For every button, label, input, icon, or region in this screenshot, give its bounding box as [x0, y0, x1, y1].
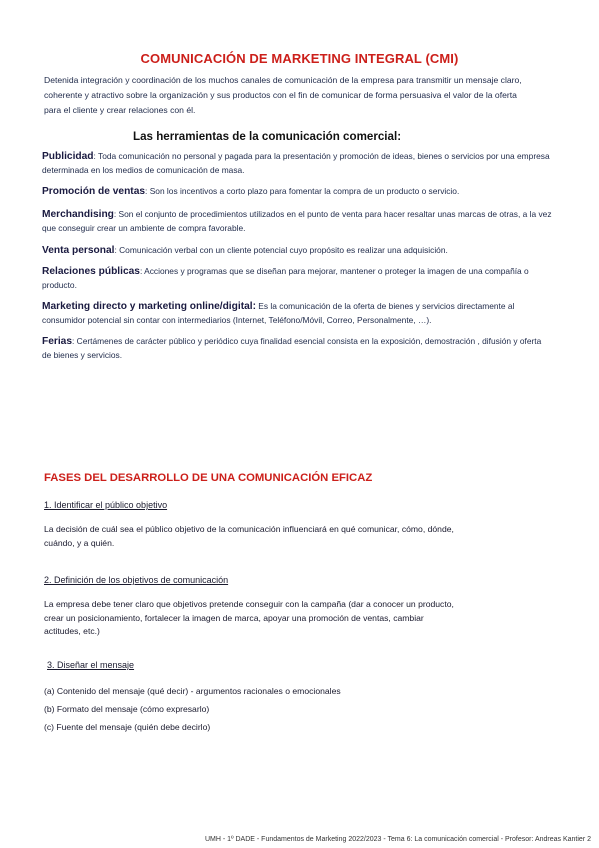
phase-heading: 1. Identificar el público objetivo: [44, 500, 168, 510]
tool-desc: : Son el conjunto de procedimientos utilizados en el punto de venta para hacer resaltar unas marcas de otras, a la vez que conseguir crear un ambiente de compra favorable.: [42, 209, 552, 233]
tool-desc: : Comunicación verbal con un cliente potencial cuyo propósito es realizar una adquisición.: [114, 245, 448, 255]
page-footer: UMH - 1º DADE - Fundamentos de Marketing 2022/2023 - Tema 6: La comunicación comercial - Profesor: Andreas Kantier 2: [204, 836, 591, 843]
intro-paragraph: Detenida integración y coordinación de los muchos canales de comunicación de la empresa para transmitir un mensaje claro, coherente y atractivo sobre la organización y sus productos con el fin de comunicar de forma persuasiva el valor de la oferta para el cliente y crear relaciones con él.: [44, 75, 522, 115]
phase-text: La empresa debe tener claro que objetivos pretende conseguir con la campaña (dar a conocer un producto, crear un posicionamiento, fortalecer la imagen de marca, apoyar una promoción de ventas, cambiar actitudes, etc.): [44, 599, 454, 636]
tool-term: Ferias: [42, 336, 73, 347]
tool-term: Publicidad: [42, 151, 94, 162]
tool-desc: Es la comunicación de la oferta de bienes y servicios directamente al consumidor potencial sin contar con intermediarios (Internet, Teléfono/Móvil, Correo, Personalmente, …).: [42, 301, 515, 325]
message-item: (b) Formato del mensaje (cómo expresarlo): [44, 704, 210, 714]
message-item: (a) Contenido del mensaje (qué decir) - argumentos racionales o emocionales: [44, 686, 341, 696]
tool-item-promocion: [42, 185, 552, 199]
tool-desc: : Certámenes de carácter público y periódico cuya finalidad esencial consista en la exposición, demostración , difusión y oferta de bienes y servicios.: [42, 336, 542, 360]
tool-item-merchandising: [42, 208, 552, 235]
tool-item-relaciones-publicas: [42, 265, 552, 292]
phases-title: FASES DEL DESARROLLO DE UNA COMUNICACIÓN EFICAZ: [44, 472, 373, 484]
tool-term: Promoción de ventas: [42, 186, 146, 197]
tool-item-venta-personal: [42, 244, 552, 258]
tools-heading: Las herramientas de la comunicación comercial:: [133, 130, 402, 143]
tool-term: Merchandising: [42, 209, 114, 220]
message-item: (c) Fuente del mensaje (quién debe decirlo): [44, 722, 211, 732]
tool-term: Marketing directo y marketing online/digital:: [42, 301, 256, 312]
phase-heading: 2. Definición de los objetivos de comunicación: [44, 575, 229, 585]
tool-item-publicidad: [42, 150, 552, 177]
tool-item-ferias: [42, 335, 552, 362]
tool-desc: : Son los incentivos a corto plazo para fomentar la compra de un producto o servicio.: [145, 186, 460, 196]
tool-term: Venta personal: [42, 245, 115, 256]
tool-desc: : Toda comunicación no personal y pagada para la presentación y promoción de ideas, bienes o servicios por una empresa determinada en los medios de comunicación de masa.: [42, 151, 550, 175]
phase-text: La decisión de cuál sea el público objetivo de la comunicación influenciará en qué comunicar, cómo, dónde, cuándo, y a quién.: [44, 524, 454, 548]
tool-term: Relaciones públicas: [42, 266, 140, 277]
phase-heading: 3. Diseñar el mensaje: [47, 660, 135, 670]
tool-desc: : Acciones y programas que se diseñan para mejorar, mantener o proteger la imagen de una compañía o producto.: [42, 266, 529, 290]
tool-item-marketing-directo: [42, 300, 552, 327]
page-title: COMUNICACIÓN DE MARKETING INTEGRAL (CMI): [140, 51, 459, 66]
